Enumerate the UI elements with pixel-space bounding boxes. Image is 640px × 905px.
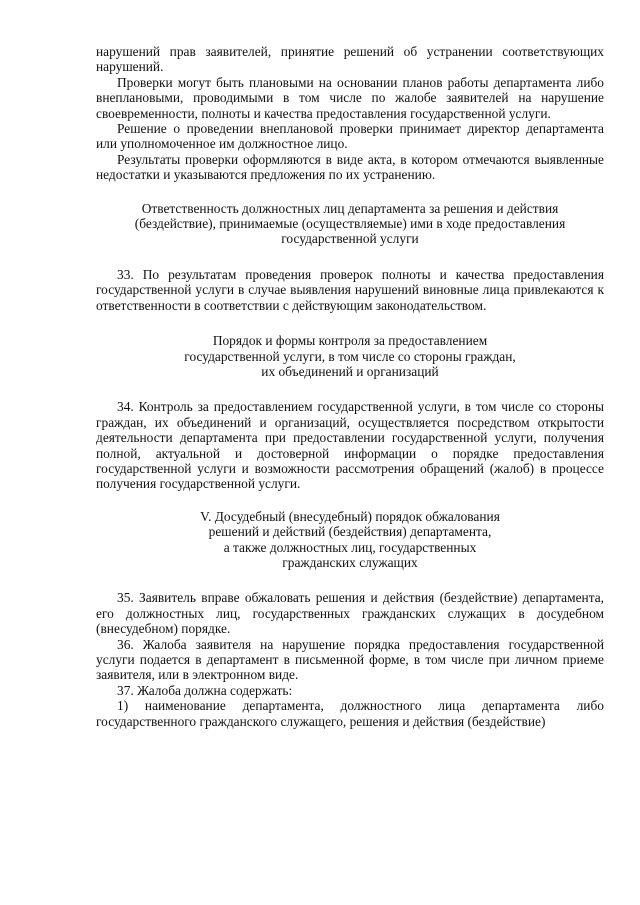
heading-section-v xyxy=(96,509,604,571)
heading-section-v-line: решений и действий (бездействия) департамента, xyxy=(208,524,492,540)
heading-responsibility-line: государственной услуги xyxy=(281,231,419,247)
heading-section-v-line: гражданских служащих xyxy=(282,554,418,570)
heading-control-line: государственной услуги, в том числе со стороны граждан, xyxy=(184,348,516,364)
heading-responsibility-line: (бездействие), принимаемые (осуществляемые) ими в ходе предоставления xyxy=(134,216,566,232)
heading-section-v-line: а также должностных лиц, государственных xyxy=(223,539,477,555)
document-page xyxy=(96,44,604,729)
paragraph-35: 35. Заявитель вправе обжаловать решения и действия (бездействие) департамента, его должностных лиц, государственных гражданских служащих в досудебном (внесудебном) порядке. xyxy=(96,590,604,637)
paragraph-violations-continued: нарушений прав заявителей, принятие решений об устранении соответствующих нарушений. xyxy=(96,44,604,75)
paragraph-37: 37. Жалоба должна содержать: xyxy=(117,682,293,698)
heading-responsibility xyxy=(96,201,604,247)
heading-control-line: Порядок и формы контроля за предоставлением xyxy=(212,333,488,349)
heading-control xyxy=(96,333,604,379)
paragraph-34: 34. Контроль за предоставлением государственной услуги, в том числе со стороны граждан, их объединений и организаций, осуществляется посредством открытости деятельности департамента при предоставлении государственной услуги, получения полной, актуальной и достоверной информации о порядке предоставления государственной услуги и возможности рассмотрения обращений (жалоб) в процессе получения государственной услуги. xyxy=(96,399,604,492)
paragraph-inspection-results: Результаты проверки оформляются в виде акта, в котором отмечаются выявленные недостатки и указываются предложения по их устранению. xyxy=(96,151,604,183)
paragraph-inspections-types: Проверки могут быть плановыми на основании планов работы департамента либо внеплановыми, проводимыми в том числе по жалобе заявителей на нарушение своевременности, полноты и качества предоставления государственной услуги. xyxy=(96,74,604,121)
heading-section-v-line: V. Досудебный (внесудебный) порядок обжалования xyxy=(200,508,500,524)
heading-control-line: их объединений и организаций xyxy=(261,363,439,379)
paragraph-33: 33. По результатам проведения проверок полноты и качества предоставления государственной услуги в случае выявления нарушений виновные лица привлекаются к ответственности в соответствии с действующим законодательством. xyxy=(96,266,604,313)
paragraph-unscheduled-decision: Решение о проведении внеплановой проверки принимает директор департамента или уполномоченное им должностное лицо. xyxy=(96,121,604,152)
paragraph-36: 36. Жалоба заявителя на нарушение порядка предоставления государственной услуги подается в департамент в письменной форме, в том числе при личном приеме заявителя, или в электронном виде. xyxy=(96,636,604,683)
heading-responsibility-line: Ответственность должностных лиц департамента за решения и действия xyxy=(141,200,559,216)
paragraph-37-item-1: 1) наименование департамента, должностного лица департамента либо государственного гражданского служащего, решения и действия (бездействие) xyxy=(96,698,604,729)
